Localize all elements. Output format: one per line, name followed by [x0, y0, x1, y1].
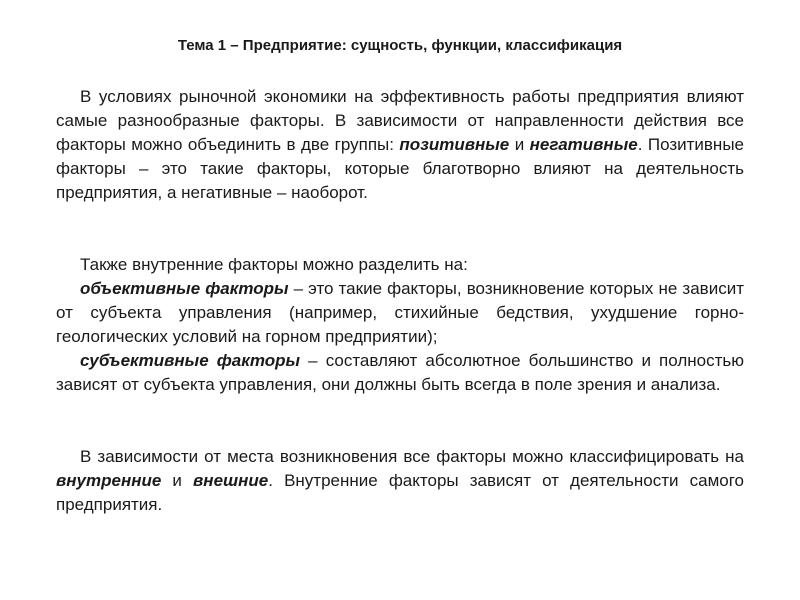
p2-subjective: [56, 349, 744, 397]
p2-objective-text: – это такие факторы, возникновение которых не зависит от субъекта управления (например, стихийные бедствия, ухудшение горно-геологических условий на горном предприятии);: [56, 279, 744, 346]
p2-objective: [56, 277, 744, 349]
paragraph-origin-classification: [56, 445, 744, 517]
term-objective-factors: объективные факторы: [80, 279, 289, 298]
slide-title: Тема 1 – Предприятие: сущность, функции, классификация: [177, 37, 623, 54]
p3-text-b: и: [161, 471, 194, 490]
p3-text-c: . Внутренние факторы зависят от деятельности самого предприятия.: [56, 471, 744, 514]
term-subjective-factors: субъективные факторы: [80, 351, 301, 370]
term-external: внешние: [193, 471, 269, 490]
paragraph-factors-groups: [56, 85, 744, 205]
term-internal: внутренние: [56, 471, 162, 490]
paragraph-internal-factors: [56, 253, 744, 397]
p1-text-b: и: [509, 135, 530, 154]
p2-subjective-text: – составляют абсолютное большинство и полностью зависят от субъекта управления, они должны быть всегда в поле зрения и анализа.: [56, 351, 744, 394]
term-positive: позитивные: [399, 135, 510, 154]
p1-text-a: В условиях рыночной экономики на эффективность работы предприятия влияют самые разнообразные факторы. В зависимости от направленности действия все факторы можно объединить в две группы:: [56, 87, 744, 154]
p3-text-a: В зависимости от места возникновения все факторы можно классифицировать на: [80, 447, 744, 466]
p1-text-c: . Позитивные факторы – это такие факторы, которые благотворно влияют на деятельность предприятия, а негативные – наоборот.: [56, 135, 744, 202]
term-negative: негативные: [529, 135, 638, 154]
p2-intro: Также внутренние факторы можно разделить на:: [80, 255, 468, 274]
